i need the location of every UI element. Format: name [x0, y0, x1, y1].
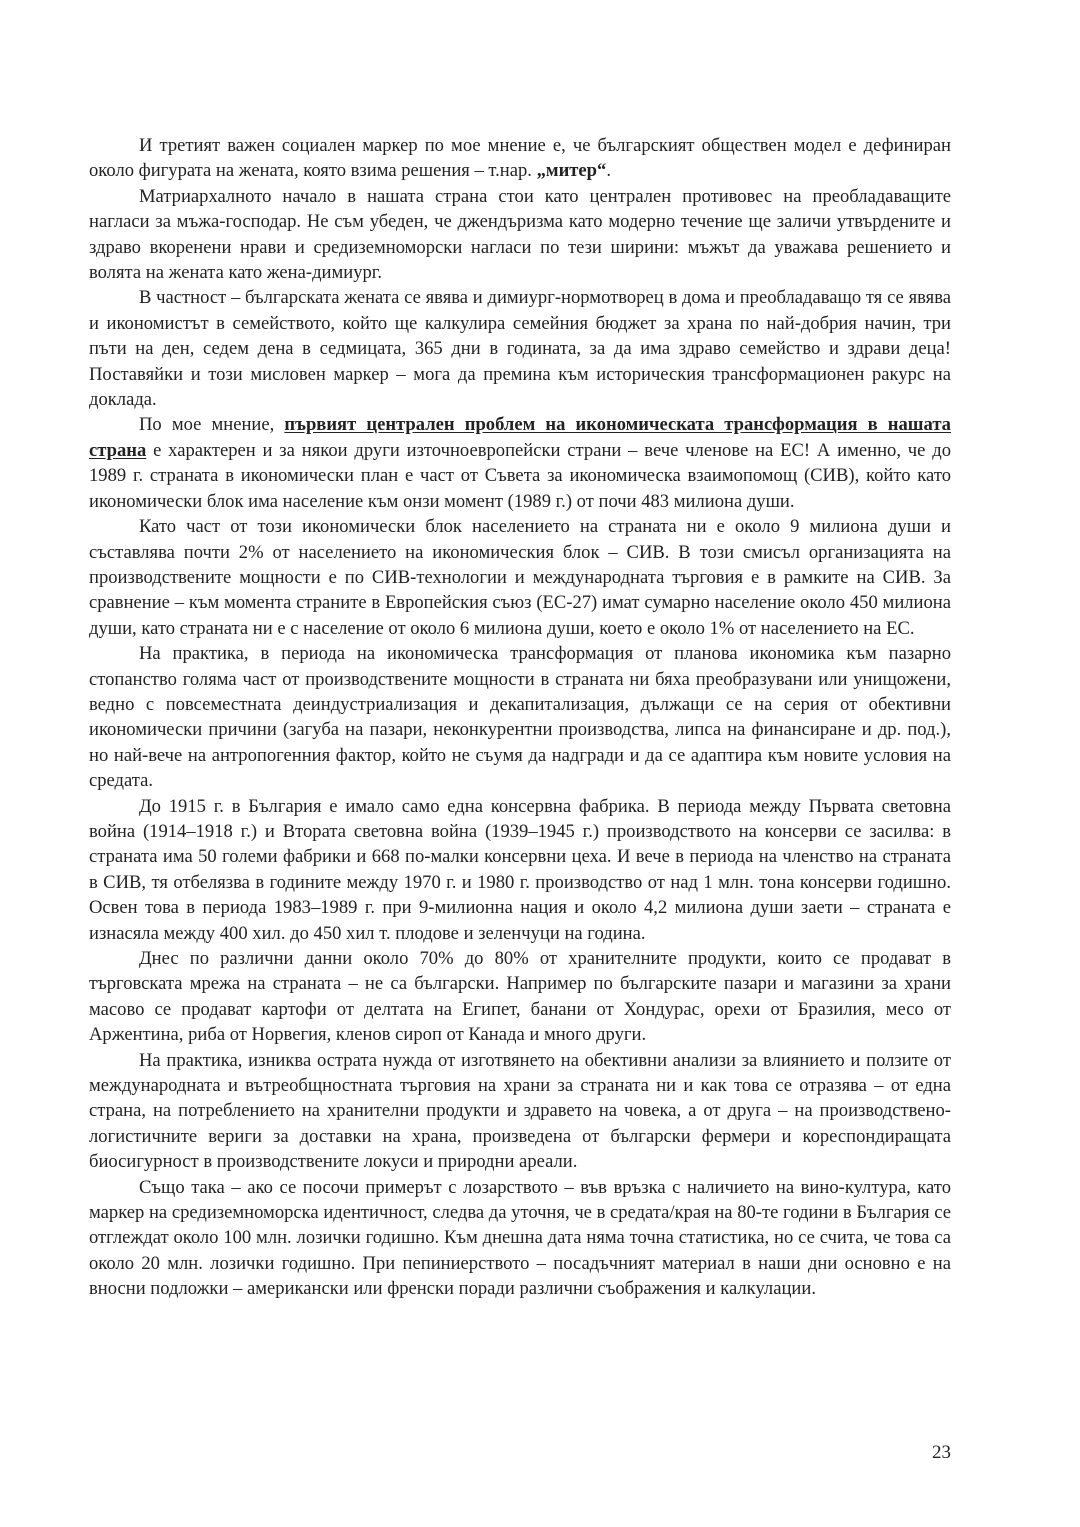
paragraph	[89, 285, 951, 412]
paragraph-text: .	[606, 160, 611, 182]
paragraph	[89, 412, 951, 514]
paragraph	[89, 794, 951, 946]
paragraph-text: Матриархалното начало в нашата страна стои като централен противовес на преобладаващите нагласи за мъжа-господар. Не съм убеден, че джендъризма като модерно течение ще заличи утвърдените и здраво вкоренени нрави и средиземноморски нагласи по тези ширини: мъжът да уважава решението и волята на жената като жена-димиург.	[89, 185, 951, 284]
paragraph-text: На практика, в периода на икономическа трансформация от планова икономика към пазарно стопанство голяма част от производствените мощности в страната ни бяха преобразувани или унищожени, ведно с повсеместната деиндустриализация и декапитализация, дължащи се на серия от обективни икономически причини (загуба на пазари, неконкурентни производства, липса на финансиране и др. под.), но най-вече на антропогенния фактор, който не съумя да надгради и да се адаптира към новите условия на средата.	[89, 643, 951, 792]
paragraph-text: До 1915 г. в България е имало само една консервна фабрика. В периода между Първата световна война (1914–1918 г.) и Втората световна война (1939–1945 г.) производството на консерви се засилва: в страната има 50 големи фабрики и 668 по-малки консервни цеха. И вече в периода на членство на страната в СИВ, тя отбелязва в годините между 1970 г. и 1980 г. производство от над 1 млн. тона консерви годишно. Освен това в периода 1983–1989 г. при 9-милионна нация и около 4,2 милиона души заети – страната е изнасяла между 400 хил. до 450 хил т. плодове и зеленчуци на година.	[89, 795, 951, 944]
paragraph-text: По мое мнение,	[139, 414, 285, 436]
paragraph-text: Също така – ако се посочи примерът с лозарството – във връзка с наличието на вино-култура, като маркер на средиземноморска идентичност, следва да уточня, че в средата/края на 80-те години в България се отглеждат около 100 млн. лозички годишно. Към днешна дата няма точна статистика, но се счита, че това са около 20 млн. лозички годишно. При пепиниерството – посадъчният материал в наши дни основно е на вносни подложки – американски или френски поради различни съображения и калкулации.	[89, 1176, 951, 1300]
paragraph	[89, 1175, 951, 1302]
page-number: 23	[932, 1442, 951, 1463]
paragraph	[89, 1048, 951, 1175]
paragraph-text: И третият важен социален маркер по мое мнение е, че българският обществен модел е дефиниран около фигурата на жената, която взима решения – т.нар.	[89, 135, 951, 182]
body-text	[89, 133, 951, 1302]
paragraph	[89, 946, 951, 1048]
paragraph	[89, 133, 951, 184]
paragraph-text: На практика, изниква острата нужда от изготвянето на обективни анализи за влиянието и ползите от международната и вътреобщностната търговия на храни за страната ни и как това се отразява – от една страна, на потреблението на хранителни продукти и здравето на човека, а от друга – на производствено-логистичните вериги за доставки на храна, произведена от български фермери и кореспондиращата биосигурност в производствените локуси и природни ареали.	[89, 1049, 951, 1173]
paragraph	[89, 641, 951, 793]
paragraph	[89, 514, 951, 641]
paragraph-text: е характерен и за някои други източноевропейски страни – вече членове на ЕС! А именно, че до 1989 г. страната в икономически план е част от Съвета за икономическа взаимопомощ (СИВ), който като икономически блок има население към онзи момент (1989 г.) от почи 483 милиона души.	[89, 439, 951, 512]
paragraph-text: Днес по различни данни около 70% до 80% от хранителните продукти, които се продават в търговската мрежа на страната – не са български. Например по българските пазари и магазини за храни масово се продават картофи от делтата на Египет, банани от Хондурас, орехи от Бразилия, месо от Аржентина, риба от Норвегия, кленов сироп от Канада и много други.	[89, 948, 951, 1046]
paragraph-text: В частност – българската жената се явява и димиург-нормотворец в дома и преобладаващо тя се явява и икономистът в семейството, който ще калкулира семейния бюджет за храна по най-добрия начин, три пъти на ден, седем дена в седмицата, 365 дни в годината, за да има здраво семейство и здрави деца! Поставяйки и този мисловен маркер – мога да премина към историческия трансформационен ракурс на доклада.	[89, 287, 951, 411]
bold-term: „митер“	[536, 160, 607, 182]
paragraph	[89, 184, 951, 286]
paragraph-text: Като част от този икономически блок населението на страната ни е около 9 милиона души и съставлява почти 2% от населението на икономическия блок – СИВ. В този смисъл организацията на производствените мощности е по СИВ-технологии и международната търговия е в рамките на СИВ. За сравнение – към момента страните в Европейския съюз (ЕС-27) имат сумарно население около 450 милиона души, като страната ни е с население от около 6 милиона души, което е около 1% от населението на ЕС.	[89, 516, 951, 639]
emphasized-statement: първият централен проблем на икономическата трансформация в нашата страна	[89, 414, 951, 461]
